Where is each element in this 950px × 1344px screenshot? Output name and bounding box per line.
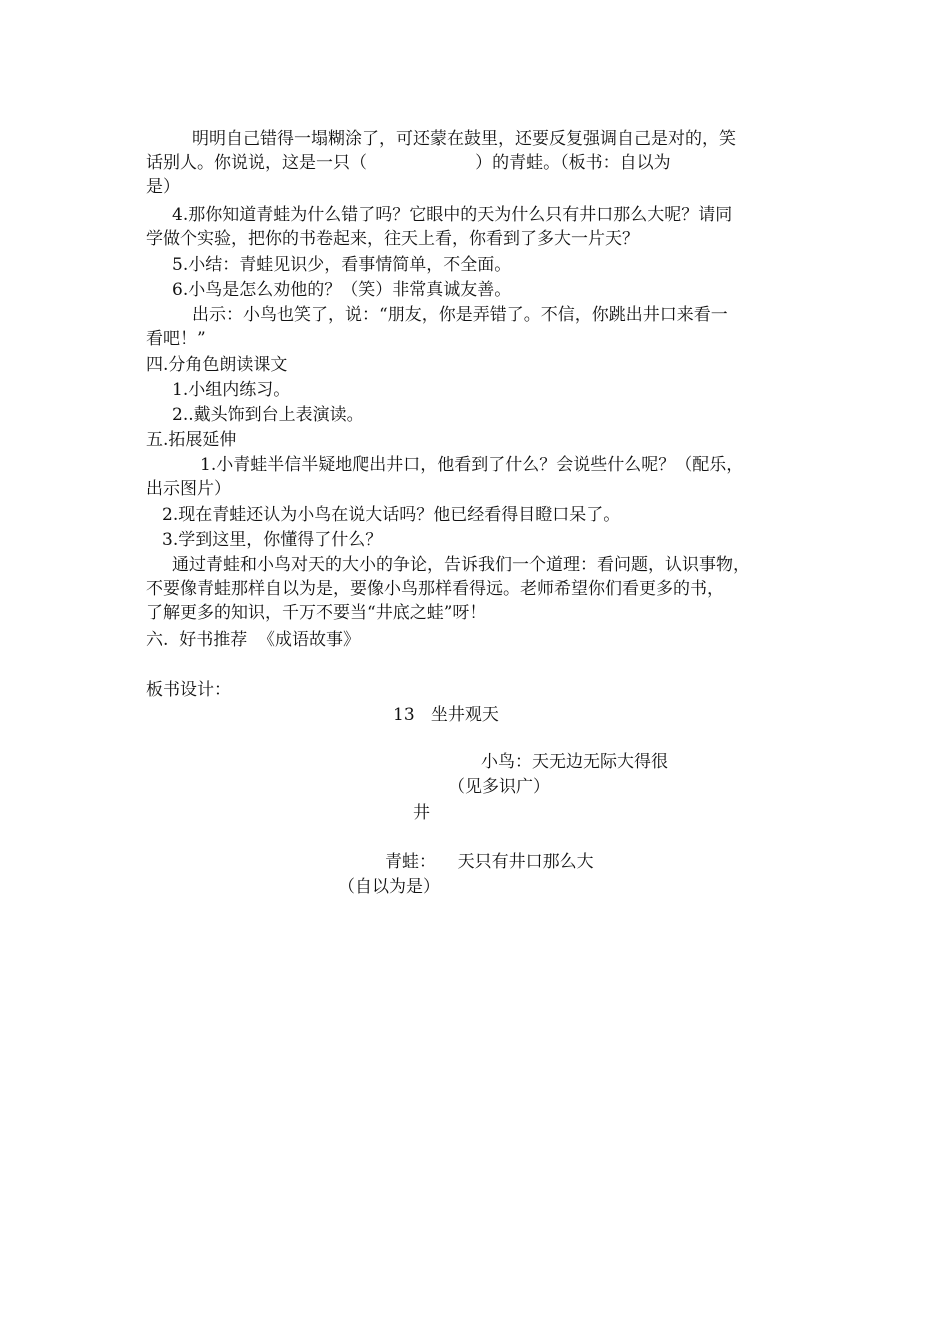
board-frog-line: 青蛙： 天只有井口那么大	[385, 852, 594, 872]
list-item-4-cont: 学做个实验，把你的书卷起来，往天上看，你看到了多大一片天？	[146, 229, 639, 249]
board-frog-note: （自以为是）	[338, 877, 440, 897]
section5-item-1-cont: 出示图片）	[146, 479, 231, 499]
section4-item-1: 1.小组内练习。	[172, 380, 291, 400]
list-item-5: 5.小结：青蛙见识少，看事情简单，不全面。	[172, 255, 512, 275]
board-heading: 板书设计：	[146, 680, 231, 700]
board-well: 井	[413, 803, 430, 823]
quote-line-cont: 看吧！”	[146, 329, 206, 349]
summary-line: 了解更多的知识，千万不要当“井底之蛙”呀！	[146, 603, 487, 623]
board-bird-line: 小鸟：天无边无际大得很	[481, 752, 668, 772]
summary-line: 不要像青蛙那样自以为是，要像小鸟那样看得远。老师希望你们看更多的书，	[146, 579, 724, 599]
board-title: 13 坐井观天	[393, 705, 499, 725]
board-bird-note: （见多识广）	[448, 777, 550, 797]
summary-line: 通过青蛙和小鸟对天的大小的争论，告诉我们一个道理：看问题，认识事物，	[172, 555, 750, 575]
paragraph-line: 话别人。你说说，这是一只（ ）的青蛙。（板书：自以为	[146, 153, 671, 173]
quote-line: 出示：小鸟也笑了，说：“朋友，你是弄错了。不信，你跳出井口来看一	[192, 305, 728, 325]
list-item-6: 6.小鸟是怎么劝他的？（笑）非常真诚友善。	[172, 280, 512, 300]
section5-item-2: 2.现在青蛙还认为小鸟在说大话吗？他已经看得目瞪口呆了。	[162, 505, 621, 525]
section5-item-1: 1.小青蛙半信半疑地爬出井口，他看到了什么？会说些什么呢？（配乐，	[200, 455, 744, 475]
section-heading-5: 五.拓展延伸	[146, 430, 237, 450]
section5-item-3: 3.学到这里，你懂得了什么？	[162, 530, 383, 550]
section-heading-6: 六. 好书推荐 《成语故事》	[146, 630, 361, 650]
paragraph-line: 是）	[146, 177, 180, 197]
paragraph-line: 明明自己错得一塌糊涂了，可还蒙在鼓里，还要反复强调自己是对的，笑	[192, 129, 736, 149]
section-heading-4: 四.分角色朗读课文	[146, 355, 288, 375]
section4-item-2: 2..戴头饰到台上表演读。	[172, 405, 364, 425]
list-item-4: 4.那你知道青蛙为什么错了吗？它眼中的天为什么只有井口那么大呢？请同	[172, 205, 733, 225]
